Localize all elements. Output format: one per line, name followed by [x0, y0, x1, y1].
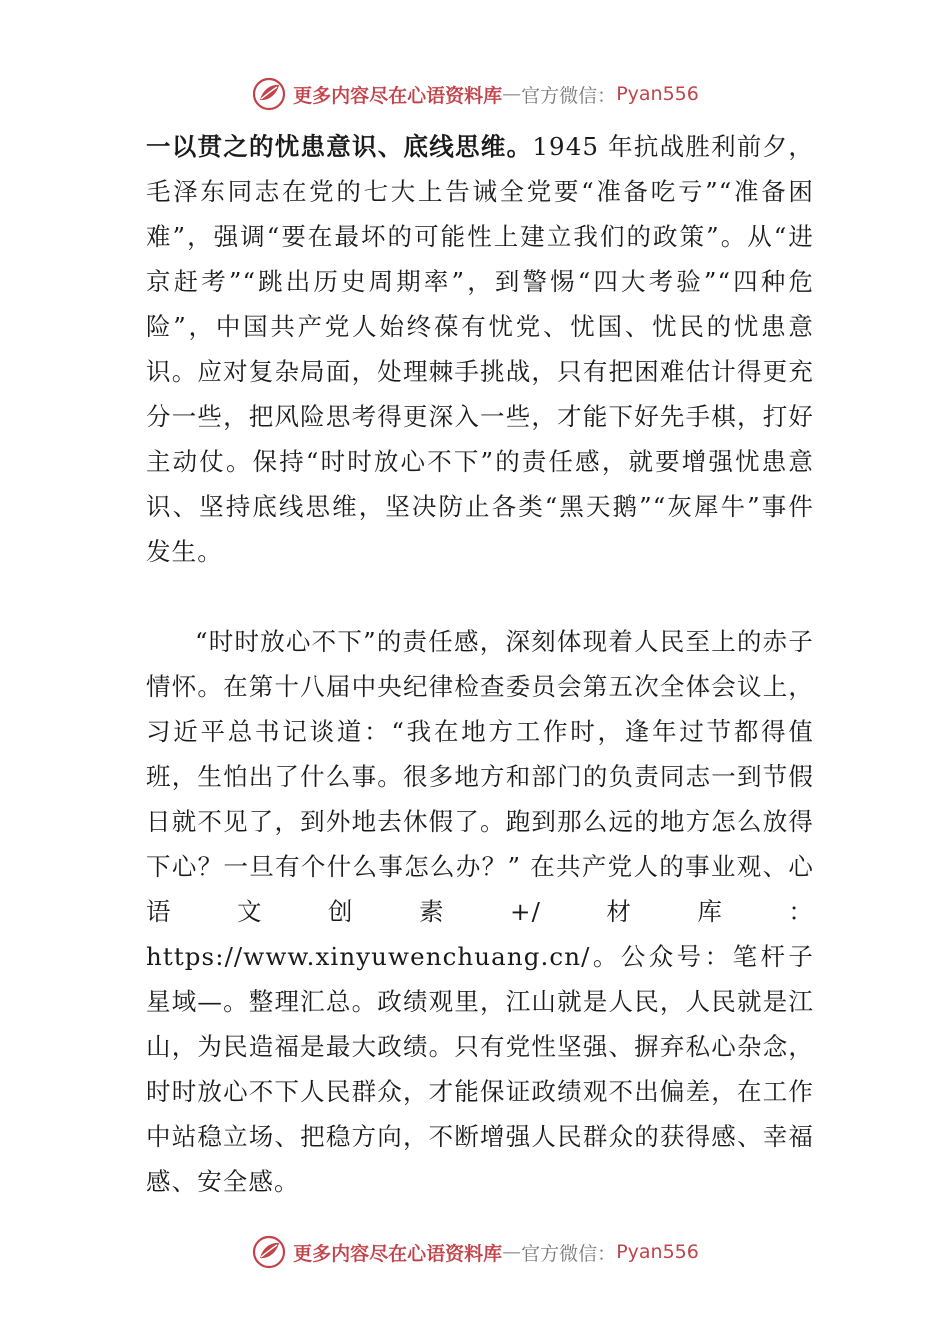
leaf-seal-logo-icon: [251, 1234, 287, 1270]
header-banner: [0, 74, 950, 114]
banner-wechat-id: Pyan556: [616, 83, 699, 105]
document-body: [146, 124, 814, 1204]
footer-banner: [0, 1232, 950, 1272]
paragraph-1: [146, 124, 814, 574]
paragraph-2: “时时放心不下”的责任感，深刻体现着人民至上的赤子情怀。在第十八届中央纪律检查委员会第五次全体会议上，习近平总书记谈道：“我在地方工作时，逢年过节都得值班，生怕出了什么事。很多地方和部门的负责同志一到节假日就不见了，到外地去休假了。跑到那么远的地方怎么放得下心？一旦有个什么事怎么办？” 在共产党人的事业观、心语文创素+/材库：https://www.xinyuwenchuang.cn/。公众号：笔杆子星域—。整理汇总。政绩观里，江山就是人民，人民就是江山，为民造福是最大政绩。只有党性坚强、摒弃私心杂念，时时放心不下人民群众，才能保证政绩观不出偏差，在工作中站稳立场、把稳方向，不断增强人民群众的获得感、幸福感、安全感。: [146, 627, 814, 1196]
banner-lead-text: 更多内容尽在心语资料库: [293, 1242, 503, 1265]
paragraph-1-lead: 一以贯之的忧患意识、底线思维。: [146, 132, 533, 161]
banner-separator: —: [502, 1241, 522, 1263]
banner-wechat-label: 官方微信：: [521, 1242, 617, 1265]
banner-separator: —: [502, 83, 522, 105]
banner-lead-text: 更多内容尽在心语资料库: [293, 84, 503, 107]
leaf-seal-logo-icon: [251, 76, 287, 112]
banner-wechat-id: Pyan556: [616, 1241, 699, 1263]
banner-wechat-label: 官方微信：: [521, 84, 617, 107]
paragraph-1-body: 1945 年抗战胜利前夕，毛泽东同志在党的七大上告诫全党要“准备吃亏”“准备困难”，强调“要在最坏的可能性上建立我们的政策”。从“进京赶考”“跳出历史周期率”，到警惕“四大考验”“四种危险”，中国共产党人始终葆有忧党、忧国、忧民的忧患意识。应对复杂局面，处理棘手挑战，只有把困难估计得更充分一些，把风险思考得更深入一些，才能下好先手棋，打好主动仗。保持“时时放心不下”的责任感，就要增强忧患意识、坚持底线思维，坚决防止各类“黑天鹅”“灰犀牛”事件发生。: [146, 132, 815, 566]
